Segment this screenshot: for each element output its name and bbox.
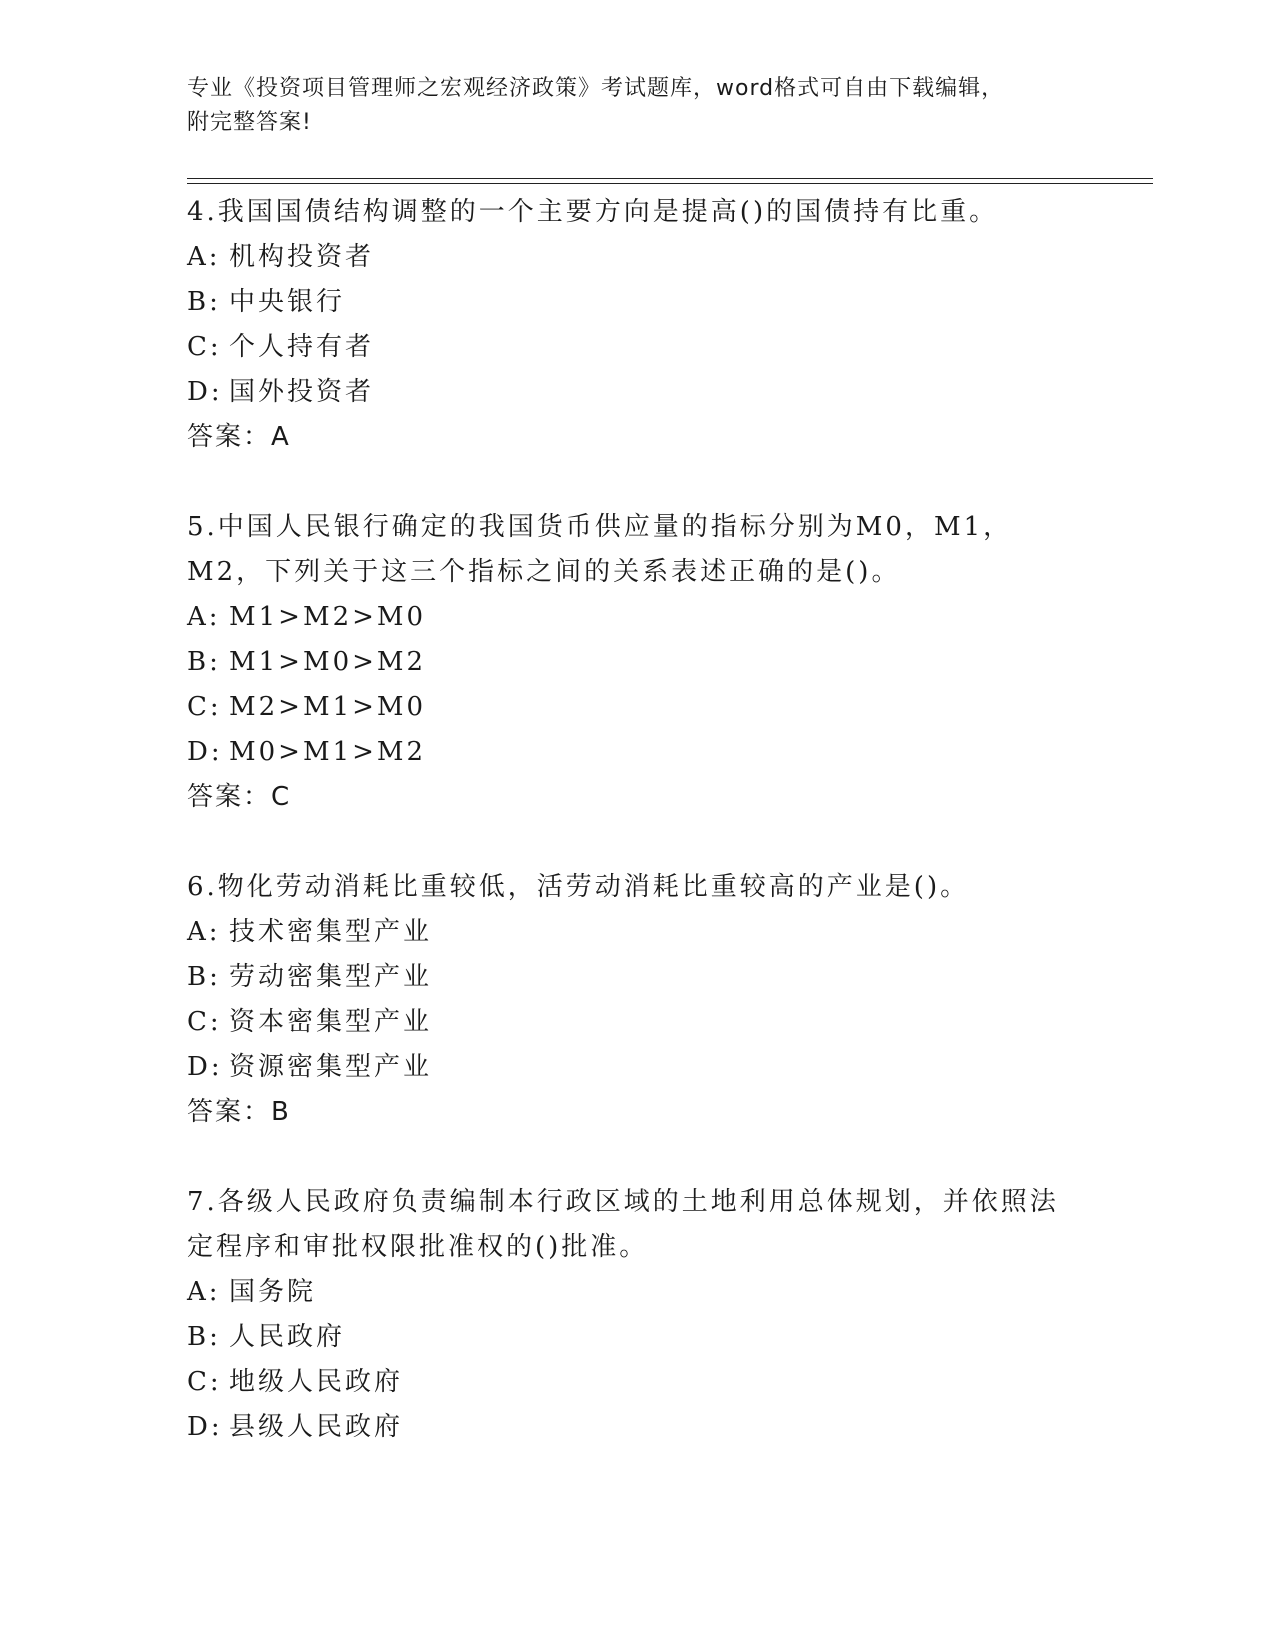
option-text: 技术密集型产业 bbox=[229, 917, 433, 947]
header-line-1: 专业《投资项目管理师之宏观经济政策》考试题库，word格式可自由下载编辑， bbox=[187, 76, 1005, 101]
option-text: 地级人民政府 bbox=[229, 1367, 404, 1397]
option-letter: C: bbox=[187, 1007, 222, 1037]
option-text: M1>M2>M0 bbox=[229, 602, 427, 632]
option-letter: D: bbox=[187, 1052, 223, 1082]
option-text: 国外投资者 bbox=[229, 377, 375, 407]
option-c bbox=[187, 685, 1087, 730]
question-6 bbox=[187, 865, 1087, 1135]
option-text: 中央银行 bbox=[229, 287, 346, 317]
question-list bbox=[187, 190, 1087, 1495]
question-stem: 5.中国人民银行确定的我国货币供应量的指标分别为M0，M1，M2，下列关于这三个指标之间的关系表述正确的是()。 bbox=[187, 512, 1013, 587]
option-text: 资本密集型产业 bbox=[229, 1007, 433, 1037]
option-letter: A: bbox=[187, 602, 221, 632]
header-divider-top bbox=[187, 178, 1153, 179]
option-text: 国务院 bbox=[229, 1277, 317, 1307]
option-letter: B: bbox=[187, 962, 221, 992]
option-text: M0>M1>M2 bbox=[229, 737, 427, 767]
option-d bbox=[187, 370, 1087, 415]
option-d bbox=[187, 1405, 1087, 1450]
option-a bbox=[187, 910, 1087, 955]
answer-text: 答案：B bbox=[187, 1097, 291, 1127]
answer-text: 答案：A bbox=[187, 422, 291, 452]
option-text: M2>M1>M0 bbox=[229, 692, 427, 722]
answer-text: 答案：C bbox=[187, 782, 292, 812]
option-letter: D: bbox=[187, 377, 223, 407]
option-letter: B: bbox=[187, 647, 221, 677]
question-stem: 6.物化劳动消耗比重较低，活劳动消耗比重较高的产业是()。 bbox=[187, 872, 970, 902]
option-text: 县级人民政府 bbox=[229, 1412, 404, 1442]
option-text: 个人持有者 bbox=[229, 332, 375, 362]
option-b bbox=[187, 640, 1087, 685]
option-letter: D: bbox=[187, 737, 223, 767]
option-c bbox=[187, 325, 1087, 370]
option-text: 机构投资者 bbox=[229, 242, 375, 272]
option-letter: A: bbox=[187, 917, 221, 947]
header-divider-bottom bbox=[187, 183, 1153, 184]
option-d bbox=[187, 730, 1087, 775]
option-text: 劳动密集型产业 bbox=[229, 962, 433, 992]
option-text: 人民政府 bbox=[229, 1322, 346, 1352]
document-header bbox=[187, 72, 1087, 140]
option-a bbox=[187, 235, 1087, 280]
option-b bbox=[187, 955, 1087, 1000]
option-letter: A: bbox=[187, 242, 221, 272]
option-letter: D: bbox=[187, 1412, 223, 1442]
option-b bbox=[187, 1315, 1087, 1360]
option-letter: A: bbox=[187, 1277, 221, 1307]
option-text: M1>M0>M2 bbox=[229, 647, 427, 677]
option-letter: C: bbox=[187, 692, 222, 722]
option-a bbox=[187, 595, 1087, 640]
option-a bbox=[187, 1270, 1087, 1315]
option-c bbox=[187, 1360, 1087, 1405]
option-b bbox=[187, 280, 1087, 325]
question-5 bbox=[187, 505, 1087, 820]
option-letter: C: bbox=[187, 332, 222, 362]
question-stem: 7.各级人民政府负责编制本行政区域的土地利用总体规划，并依照法定程序和审批权限批准权的()批准。 bbox=[187, 1187, 1059, 1262]
question-7 bbox=[187, 1180, 1087, 1450]
option-d bbox=[187, 1045, 1087, 1090]
option-letter: B: bbox=[187, 287, 221, 317]
option-letter: B: bbox=[187, 1322, 221, 1352]
option-letter: C: bbox=[187, 1367, 222, 1397]
question-4 bbox=[187, 190, 1087, 460]
question-stem: 4.我国国债结构调整的一个主要方向是提高()的国债持有比重。 bbox=[187, 197, 999, 227]
option-text: 资源密集型产业 bbox=[229, 1052, 433, 1082]
option-c bbox=[187, 1000, 1087, 1045]
header-line-2: 附完整答案! bbox=[187, 110, 312, 135]
